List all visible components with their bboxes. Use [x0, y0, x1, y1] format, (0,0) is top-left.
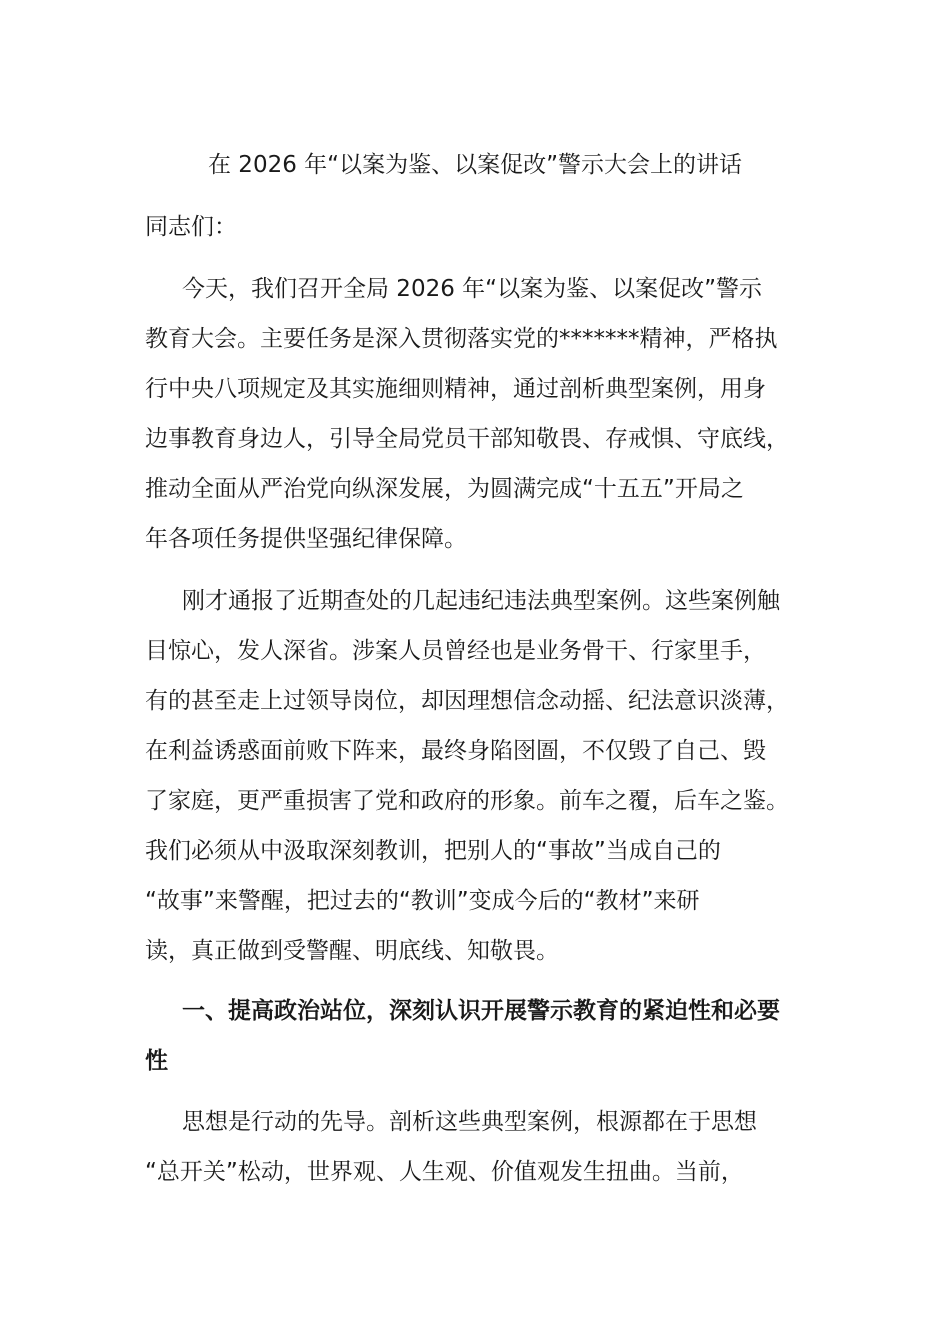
heading-line: 性	[145, 1048, 168, 1074]
paragraph-line: 推动全面从严治党向纵深发展，为圆满完成“十五五”开局之	[145, 476, 744, 502]
paragraph-line: 有的甚至走上过领导岗位，却因理想信念动摇、纪法意识淡薄，	[145, 688, 789, 714]
heading-line: 一、提高政治站位，深刻认识开展警示教育的紧迫性和必要	[182, 998, 780, 1024]
paragraph-line: 今天，我们召开全局 2026 年“以案为鉴、以案促改”警示	[182, 276, 762, 302]
paragraph-line: 行中央八项规定及其实施细则精神，通过剖析典型案例，用身	[145, 376, 766, 402]
paragraph-cases	[145, 576, 835, 976]
paragraph-line: 目惊心，发人深省。涉案人员曾经也是业务骨干、行家里手，	[145, 638, 766, 664]
document-title: 在 2026 年“以案为鉴、以案促改”警示大会上的讲话	[208, 152, 742, 178]
paragraph-thought	[145, 1097, 835, 1197]
paragraph-line: 在利益诱惑面前败下阵来，最终身陷囹圄，不仅毁了自己、毁	[145, 738, 766, 764]
paragraph-line: 刚才通报了近期查处的几起违纪违法典型案例。这些案例触	[182, 588, 780, 614]
paragraph-line: “总开关”松动，世界观、人生观、价值观发生扭曲。当前，	[145, 1159, 744, 1185]
paragraph-line: 边事教育身边人，引导全局党员干部知敬畏、存戒惧、守底线，	[145, 426, 789, 452]
paragraph-line: “故事”来警醒，把过去的“教训”变成今后的“教材”来研	[145, 888, 700, 914]
paragraph-line: 我们必须从中汲取深刻教训，把别人的“事故”当成自己的	[145, 838, 721, 864]
greeting: 同志们：	[145, 214, 237, 240]
paragraph-opening	[145, 264, 835, 564]
paragraph-line: 思想是行动的先导。剖析这些典型案例，根源都在于思想	[182, 1109, 757, 1135]
section-heading	[145, 986, 835, 1086]
paragraph-line: 教育大会。主要任务是深入贯彻落实党的*******精神，严格执	[145, 326, 778, 352]
paragraph-line: 年各项任务提供坚强纪律保障。	[145, 526, 467, 552]
paragraph-line: 了家庭，更严重损害了党和政府的形象。前车之覆，后车之鉴。	[145, 788, 789, 814]
paragraph-line: 读，真正做到受警醒、明底线、知敬畏。	[145, 938, 559, 964]
